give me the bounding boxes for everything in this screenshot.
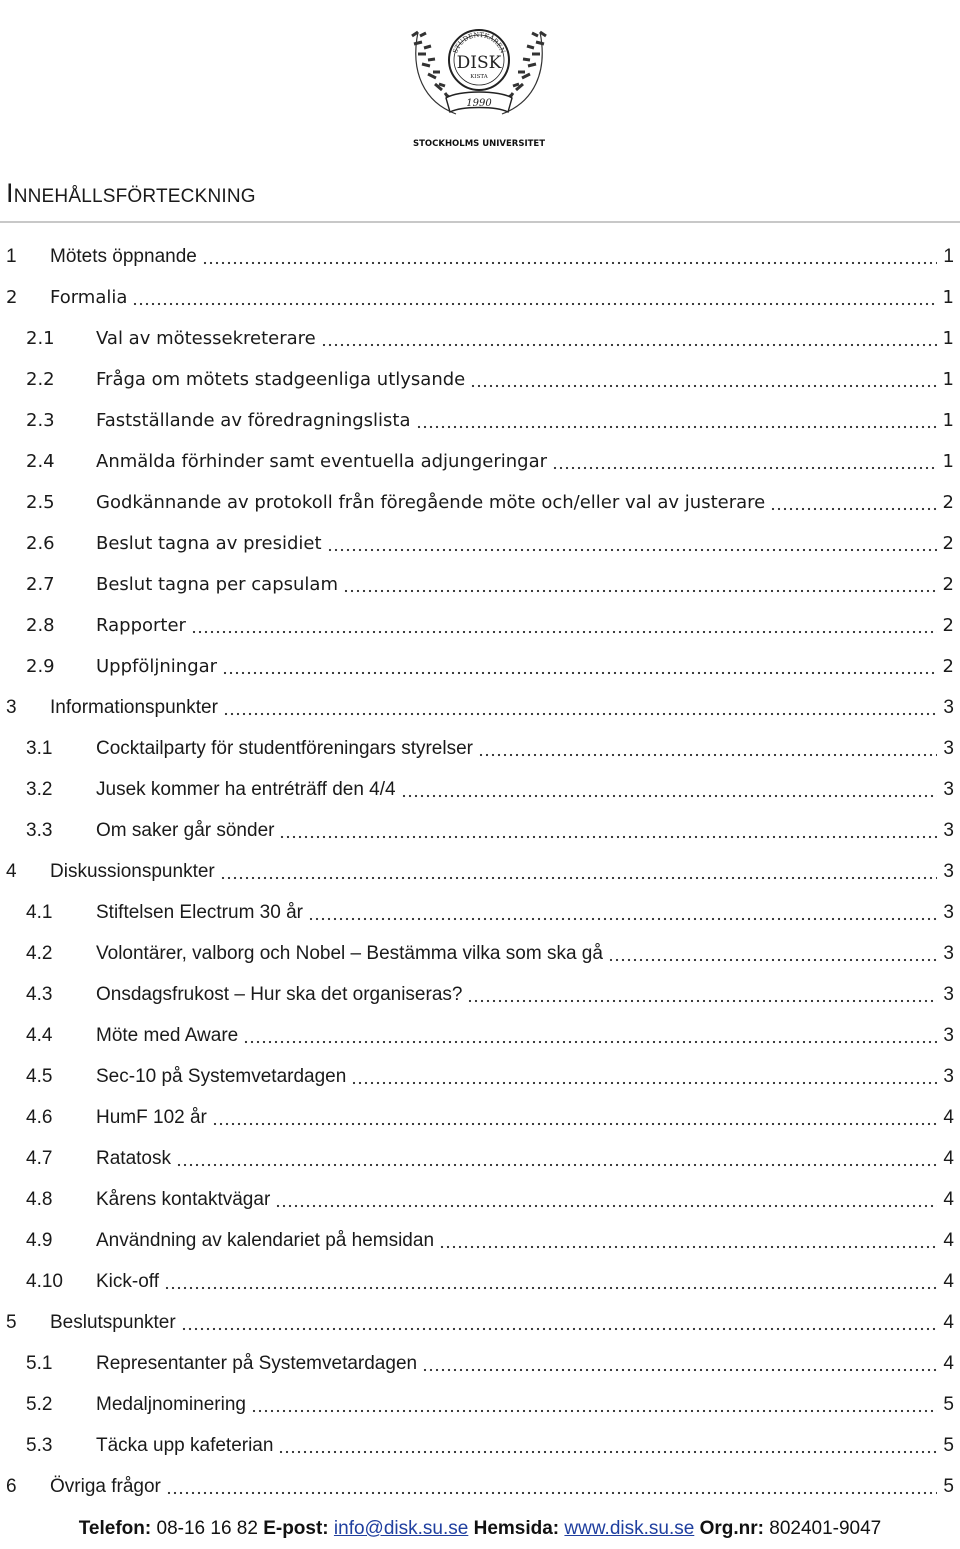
- toc-entry-page: 3: [943, 942, 954, 964]
- toc-entry-title: Beslut tagna av presidiet: [96, 533, 322, 554]
- toc-entry[interactable]: [0, 769, 960, 810]
- toc-entry-page: 4: [943, 1270, 954, 1292]
- toc-entry-page: 1: [942, 328, 954, 349]
- toc-entry-page: 2: [942, 656, 954, 677]
- toc-entry-page: 3: [943, 696, 954, 718]
- toc-entry-number: 3: [6, 696, 17, 718]
- toc-entry[interactable]: [0, 1138, 960, 1179]
- toc-entry-number: 3.3: [26, 819, 53, 841]
- toc-entry-title: Onsdagsfrukost – Hur ska det organiseras?: [96, 983, 463, 1005]
- toc-entry[interactable]: [0, 1015, 960, 1056]
- toc-entry[interactable]: [0, 1097, 960, 1138]
- toc-dot-leader: [275, 1204, 937, 1208]
- toc-divider: [0, 221, 960, 223]
- toc-entry-number: 4.5: [26, 1065, 53, 1087]
- toc-entry-number: 4.2: [26, 942, 53, 964]
- email-link[interactable]: info@disk.su.se: [333, 1518, 469, 1539]
- toc-entry-number: 2.1: [26, 328, 55, 349]
- toc-entry-page: 3: [943, 819, 954, 841]
- toc-dot-leader: [478, 753, 937, 757]
- toc-entry-number: 4.6: [26, 1106, 53, 1128]
- logo-arc-text: STUDENTKÅREN: [451, 30, 507, 55]
- toc-entry-title: Anmälda förhinder samt eventuella adjungeringar: [96, 451, 548, 472]
- toc-entry-title: Fastställande av föredragningslista: [96, 410, 411, 431]
- toc-entry-page: 3: [943, 778, 954, 800]
- toc-entry-number: 1: [6, 245, 17, 267]
- toc-entry-number: 5: [6, 1311, 17, 1333]
- toc-entry-number: 2.4: [26, 451, 55, 472]
- toc-entry-title: Stiftelsen Electrum 30 år: [96, 901, 303, 923]
- toc-entry[interactable]: [0, 359, 960, 400]
- toc-entry-title: Cocktailparty för studentföreningars styrelser: [96, 737, 473, 759]
- toc-entry[interactable]: [0, 400, 960, 441]
- toc-entry-page: 1: [943, 245, 954, 267]
- toc-entry-number: 2: [6, 287, 18, 308]
- toc-entry[interactable]: [0, 974, 960, 1015]
- toc-entry-page: 1: [942, 369, 954, 390]
- toc-dot-leader: [202, 261, 937, 265]
- toc-entry[interactable]: [0, 1302, 960, 1343]
- toc-entry-page: 2: [942, 492, 954, 513]
- toc-entry-title: Uppföljningar: [96, 656, 218, 677]
- toc-entry-page: 2: [942, 533, 954, 554]
- toc-entry-number: 4: [6, 860, 17, 882]
- toc-entry-page: 4: [943, 1188, 954, 1210]
- toc-dot-leader: [552, 466, 937, 470]
- toc-dot-leader: [166, 1491, 937, 1495]
- toc-dot-leader: [181, 1327, 937, 1331]
- toc-entry[interactable]: [0, 605, 960, 646]
- toc-entry[interactable]: [0, 728, 960, 769]
- toc-dot-leader: [467, 999, 937, 1003]
- toc-entry[interactable]: [0, 646, 960, 687]
- toc-entry[interactable]: [0, 564, 960, 605]
- toc-entry-number: 4.1: [26, 901, 53, 923]
- toc-entry-page: 3: [943, 737, 954, 759]
- toc-entry-page: 4: [943, 1352, 954, 1374]
- toc-dot-leader: [321, 343, 937, 347]
- toc-dot-leader: [222, 671, 937, 675]
- toc-entry[interactable]: [0, 1220, 960, 1261]
- toc-entry-page: 4: [943, 1311, 954, 1333]
- toc-entry-title: Rapporter: [96, 615, 186, 636]
- toc-entry-number: 5.1: [26, 1352, 53, 1374]
- toc-dot-leader: [220, 876, 937, 880]
- toc-entry[interactable]: [0, 851, 960, 892]
- toc-dot-leader: [308, 917, 937, 921]
- toc-entry-page: 3: [943, 1024, 954, 1046]
- toc-entry-title: Mötets öppnande: [50, 245, 197, 267]
- toc-entry[interactable]: [0, 277, 960, 318]
- toc-entry-number: 2.7: [26, 574, 55, 595]
- toc-entry-title: Jusek kommer ha entréträff den 4/4: [96, 778, 396, 800]
- toc-entry-title: Kick-off: [96, 1270, 160, 1292]
- toc-dot-leader: [223, 712, 937, 716]
- toc-entry-title: Beslutspunkter: [50, 1311, 176, 1333]
- toc-list: [0, 236, 960, 1507]
- toc-dot-leader: [351, 1081, 937, 1085]
- logo-sub-text: KISTA: [470, 74, 488, 80]
- toc-dot-leader: [212, 1122, 937, 1126]
- toc-dot-leader: [251, 1409, 937, 1413]
- website-link[interactable]: www.disk.su.se: [564, 1518, 695, 1539]
- toc-entry[interactable]: [0, 1343, 960, 1384]
- toc-entry-number: 3.1: [26, 737, 53, 759]
- toc-entry-title: Beslut tagna per capsulam: [96, 574, 338, 595]
- toc-entry-title: Formalia: [50, 287, 128, 308]
- toc-dot-leader: [770, 507, 937, 511]
- toc-entry-title: Fråga om mötets stadgeenliga utlysande: [96, 369, 466, 390]
- toc-entry-page: 4: [943, 1229, 954, 1251]
- toc-entry-title: Kårens kontaktvägar: [96, 1188, 271, 1210]
- toc-entry-title: Godkännande av protokoll från föregående möte och/eller val av justerare: [96, 492, 766, 513]
- toc-entry-page: 4: [943, 1106, 954, 1128]
- toc-entry-number: 4.8: [26, 1188, 53, 1210]
- toc-entry-number: 4.10: [26, 1270, 63, 1292]
- toc-entry[interactable]: [0, 892, 960, 933]
- toc-dot-leader: [416, 425, 938, 429]
- toc-entry[interactable]: [0, 1179, 960, 1220]
- toc-entry-page: 3: [943, 901, 954, 923]
- toc-entry-page: 1: [942, 451, 954, 472]
- logo-university: STOCKHOLMS UNIVERSITET: [412, 139, 546, 149]
- toc-entry[interactable]: [0, 1425, 960, 1466]
- toc-entry-title: Användning av kalendariet på hemsidan: [96, 1229, 435, 1251]
- toc-entry-number: 5.2: [26, 1393, 53, 1415]
- toc-entry[interactable]: [0, 441, 960, 482]
- toc-entry-page: 1: [942, 410, 954, 431]
- toc-entry-number: 2.5: [26, 492, 55, 513]
- toc-dot-leader: [439, 1245, 937, 1249]
- toc-entry-number: 4.7: [26, 1147, 53, 1169]
- toc-entry-page: 3: [943, 860, 954, 882]
- phone-label: Telefon:: [78, 1518, 152, 1539]
- toc-dot-leader: [470, 384, 937, 388]
- toc-entry-title: HumF 102 år: [96, 1106, 207, 1128]
- toc-entry-number: 2.6: [26, 533, 55, 554]
- toc-entry-title: Om saker går sönder: [96, 819, 275, 841]
- contact-footer: [0, 1518, 960, 1540]
- toc-entry-number: 2.3: [26, 410, 55, 431]
- toc-dot-leader: [164, 1286, 937, 1290]
- toc-entry-page: 2: [942, 574, 954, 595]
- org-number: 802401-9047: [769, 1518, 882, 1539]
- toc-entry-page: 2: [942, 615, 954, 636]
- toc-entry-page: 1: [942, 287, 954, 308]
- toc-entry-title: Täcka upp kafeterian: [96, 1434, 274, 1456]
- toc-heading: Innehållsförteckning: [6, 178, 256, 208]
- toc-entry-number: 2.9: [26, 656, 55, 677]
- toc-entry-title: Informationspunkter: [50, 696, 218, 718]
- logo-year: 1990: [466, 98, 492, 109]
- toc-entry[interactable]: [0, 1056, 960, 1097]
- toc-entry-title: Övriga frågor: [50, 1475, 161, 1497]
- toc-dot-leader: [327, 548, 937, 552]
- toc-entry-number: 5.3: [26, 1434, 53, 1456]
- toc-entry-number: 4.4: [26, 1024, 53, 1046]
- toc-entry[interactable]: [0, 236, 960, 277]
- toc-dot-leader: [243, 1040, 937, 1044]
- org-number-label: Org.nr:: [699, 1518, 764, 1539]
- toc-dot-leader: [279, 835, 937, 839]
- toc-entry-page: 4: [943, 1147, 954, 1169]
- toc-entry-title: Sec-10 på Systemvetardagen: [96, 1065, 347, 1087]
- toc-entry-number: 3.2: [26, 778, 53, 800]
- toc-entry-number: 2.2: [26, 369, 55, 390]
- toc-entry-title: Val av mötessekreterare: [96, 328, 316, 349]
- toc-entry-page: 3: [943, 1065, 954, 1087]
- toc-entry-number: 6: [6, 1475, 17, 1497]
- toc-entry-page: 5: [943, 1434, 954, 1456]
- toc-dot-leader: [422, 1368, 937, 1372]
- toc-entry[interactable]: [0, 1466, 960, 1507]
- toc-entry-number: 4.9: [26, 1229, 53, 1251]
- toc-dot-leader: [608, 958, 937, 962]
- toc-dot-leader: [132, 302, 937, 306]
- toc-entry-title: Möte med Aware: [96, 1024, 239, 1046]
- toc-entry-page: 5: [943, 1475, 954, 1497]
- toc-entry[interactable]: [0, 1384, 960, 1425]
- toc-entry[interactable]: [0, 933, 960, 974]
- toc-dot-leader: [176, 1163, 937, 1167]
- toc-dot-leader: [191, 630, 937, 634]
- toc-entry[interactable]: [0, 318, 960, 359]
- toc-entry[interactable]: [0, 482, 960, 523]
- disk-logo: [396, 2, 562, 152]
- logo-main-text: DISK: [456, 53, 502, 73]
- toc-entry-title: Medaljnominering: [96, 1393, 246, 1415]
- toc-entry-number: 4.3: [26, 983, 53, 1005]
- toc-entry[interactable]: [0, 810, 960, 851]
- toc-entry[interactable]: [0, 687, 960, 728]
- toc-dot-leader: [401, 794, 937, 798]
- phone-number: 08-16 16 82: [156, 1518, 258, 1539]
- toc-entry-title: Diskussionspunkter: [50, 860, 215, 882]
- toc-dot-leader: [278, 1450, 937, 1454]
- toc-entry[interactable]: [0, 523, 960, 564]
- toc-entry-page: 5: [943, 1393, 954, 1415]
- toc-entry-title: Representanter på Systemvetardagen: [96, 1352, 418, 1374]
- toc-entry-title: Volontärer, valborg och Nobel – Bestämma vilka som ska gå: [96, 942, 603, 964]
- toc-entry-page: 3: [943, 983, 954, 1005]
- toc-dot-leader: [343, 589, 937, 593]
- website-label: Hemsida:: [473, 1518, 560, 1539]
- email-label: E-post:: [263, 1518, 329, 1539]
- toc-entry-number: 2.8: [26, 615, 55, 636]
- toc-entry[interactable]: [0, 1261, 960, 1302]
- toc-entry-title: Ratatosk: [96, 1147, 171, 1169]
